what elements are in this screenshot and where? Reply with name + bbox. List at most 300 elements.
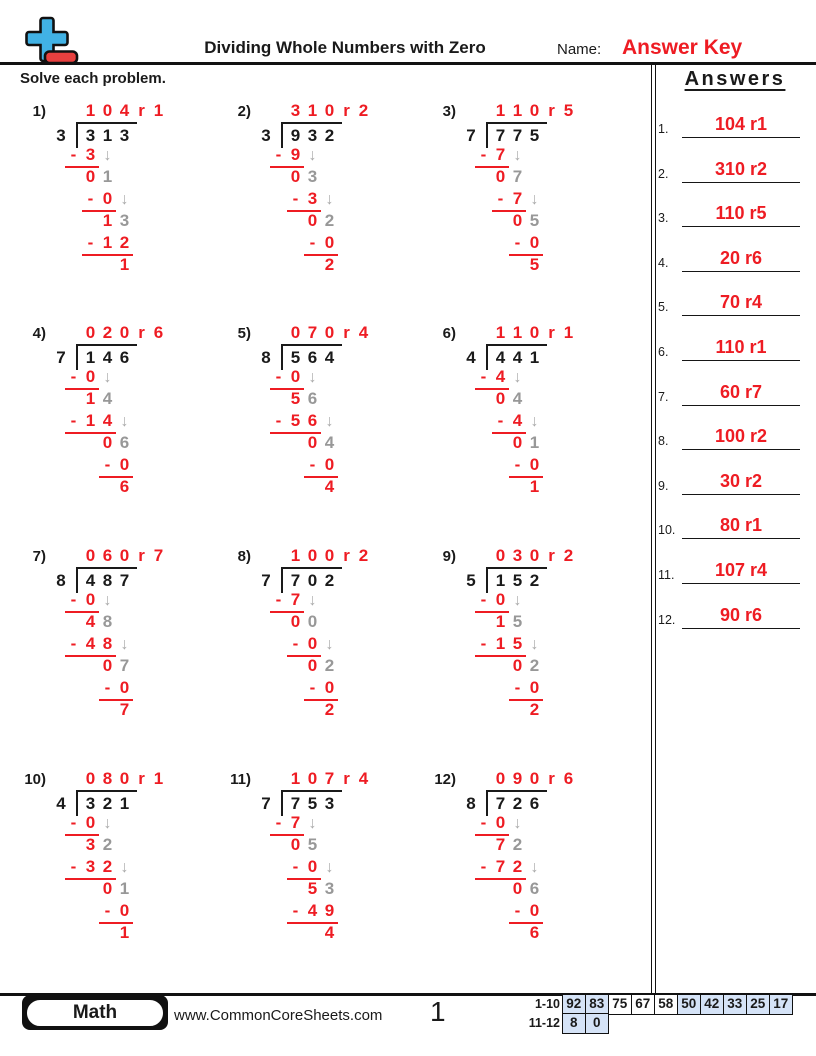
work-line <box>270 144 435 166</box>
subtraction-group: - 0 <box>509 677 543 701</box>
result-group: 0 3 <box>290 167 318 186</box>
work-line <box>492 834 640 856</box>
subtraction-group: - 0 <box>65 366 99 390</box>
dividend: 7 5 3 <box>281 790 342 816</box>
result-group: 2 <box>324 700 335 719</box>
division-row <box>255 122 435 144</box>
work-line <box>287 188 435 210</box>
down-arrow-icon: ↓ <box>308 592 317 609</box>
result-group: 5 6 <box>290 389 318 408</box>
result-group: 0 7 <box>495 167 523 186</box>
answer-row <box>658 513 808 539</box>
work-line <box>492 388 640 410</box>
problem-3 <box>440 100 640 276</box>
answer-row <box>658 424 808 450</box>
result-group: 2 <box>324 255 335 274</box>
down-arrow-icon: ↓ <box>530 636 539 653</box>
down-arrow-icon: ↓ <box>308 815 317 832</box>
result-group: 0 6 <box>512 879 540 898</box>
division-row <box>460 790 640 812</box>
work-line <box>116 254 230 276</box>
work-line <box>475 366 640 388</box>
subtraction-group: - 3 2 <box>65 856 116 880</box>
score-row <box>516 1013 793 1034</box>
down-arrow-icon: ↓ <box>325 859 334 876</box>
result-group: 0 6 <box>102 433 130 452</box>
score-cell: 33 <box>723 994 748 1015</box>
math-badge-label: Math <box>25 998 165 1028</box>
down-arrow-icon: ↓ <box>513 369 522 386</box>
problem-number: 7) <box>32 548 46 565</box>
subtraction-group: - 0 <box>304 677 338 701</box>
subtraction-group: - 4 9 <box>287 900 338 924</box>
divisor: 4 <box>56 794 66 813</box>
answer-number: 4. <box>658 255 669 270</box>
problem-9 <box>440 545 640 721</box>
result-group: 0 5 <box>290 835 318 854</box>
quotient-row: 1 1 0 r 5 <box>495 101 574 120</box>
quotient-row: 0 6 0 r 7 <box>85 546 164 565</box>
score-cell: 50 <box>677 994 702 1015</box>
down-arrow-icon: ↓ <box>325 636 334 653</box>
work-line <box>475 633 640 655</box>
answer-number: 7. <box>658 389 669 404</box>
result-group: 0 2 <box>512 656 540 675</box>
answer-row <box>658 112 808 138</box>
work-line <box>270 410 435 432</box>
result-group: 1 4 <box>85 389 113 408</box>
problem-6 <box>440 322 640 498</box>
score-row-label: 1-10 <box>534 996 560 1011</box>
work-line <box>287 834 435 856</box>
problem-number: 11) <box>230 771 251 788</box>
score-cell: 92 <box>562 994 587 1015</box>
dividend: 7 7 5 <box>486 122 547 148</box>
subtraction-group: - 4 <box>475 366 509 390</box>
work-line <box>270 589 435 611</box>
work-line <box>65 589 230 611</box>
problem-5 <box>235 322 435 498</box>
work-line <box>99 454 230 476</box>
divisor: 7 <box>466 126 476 145</box>
work-line <box>304 677 435 699</box>
work-line <box>492 410 640 432</box>
down-arrow-icon: ↓ <box>120 859 129 876</box>
work-line <box>287 633 435 655</box>
subtraction-group: - 7 <box>475 144 509 168</box>
down-arrow-icon: ↓ <box>325 191 334 208</box>
dividend: 4 8 7 <box>76 567 137 593</box>
work-line <box>304 232 435 254</box>
result-group: 3 2 <box>85 835 113 854</box>
subtraction-group: - 0 <box>304 232 338 256</box>
subtraction-group: - 7 2 <box>475 856 526 880</box>
work-line <box>492 188 640 210</box>
work-line <box>509 432 640 454</box>
answer-row <box>658 157 808 183</box>
answer-number: 5. <box>658 300 669 315</box>
work-line <box>321 922 435 944</box>
score-cell: 75 <box>608 994 633 1015</box>
result-group: 4 8 <box>85 612 113 631</box>
subtraction-group: - 3 <box>65 144 99 168</box>
result-group: 1 <box>529 477 540 496</box>
result-group: 6 <box>119 477 130 496</box>
result-group: 0 1 <box>102 879 130 898</box>
work-line <box>509 232 640 254</box>
answer-row <box>658 603 808 629</box>
work-line <box>509 900 640 922</box>
subtraction-group: - 0 <box>509 454 543 478</box>
divisor: 3 <box>261 126 271 145</box>
work-line <box>99 878 230 900</box>
result-group: 4 <box>324 923 335 942</box>
subtraction-group: - 1 4 <box>65 410 116 434</box>
work-line <box>116 476 230 498</box>
subtraction-group: - 0 <box>475 589 509 613</box>
subtraction-group: - 0 <box>509 900 543 924</box>
dividend: 9 3 2 <box>281 122 342 148</box>
work-line <box>321 476 435 498</box>
subtraction-group: - 3 <box>287 188 321 212</box>
subtraction-group: - 1 2 <box>82 232 133 256</box>
work-line <box>509 677 640 699</box>
problem-number: 12) <box>434 771 456 788</box>
work-line <box>492 166 640 188</box>
site-url: www.CommonCoreSheets.com <box>174 1007 383 1024</box>
work-line <box>65 144 230 166</box>
problem-number: 1) <box>32 103 46 120</box>
down-arrow-icon: ↓ <box>308 369 317 386</box>
answer-value: 110 r5 <box>682 203 800 227</box>
division-row <box>50 344 230 366</box>
answer-row <box>658 558 808 584</box>
divisor: 7 <box>56 348 66 367</box>
down-arrow-icon: ↓ <box>513 592 522 609</box>
problem-number: 3) <box>442 103 456 120</box>
work-line <box>270 812 435 834</box>
down-arrow-icon: ↓ <box>103 815 112 832</box>
answer-value: 104 r1 <box>682 114 800 138</box>
division-row <box>50 122 230 144</box>
problem-number: 6) <box>442 325 456 342</box>
down-arrow-icon: ↓ <box>103 592 112 609</box>
quotient-row: 1 0 7 r 4 <box>290 769 369 788</box>
divisor: 8 <box>466 794 476 813</box>
subtraction-group: - 0 <box>99 677 133 701</box>
answer-row <box>658 246 808 272</box>
quotient-row: 0 8 0 r 1 <box>85 769 164 788</box>
work-line <box>287 900 435 922</box>
answer-value: 30 r2 <box>682 471 800 495</box>
work-line <box>65 633 230 655</box>
subtraction-group: - 4 <box>492 410 526 434</box>
answer-row <box>658 201 808 227</box>
down-arrow-icon: ↓ <box>103 147 112 164</box>
result-group: 0 2 <box>307 211 335 230</box>
work-line <box>99 900 230 922</box>
down-arrow-icon: ↓ <box>530 191 539 208</box>
subtraction-group: - 0 <box>475 812 509 836</box>
problem-1 <box>30 100 230 276</box>
answer-value: 20 r6 <box>682 248 800 272</box>
subtraction-group: - 7 <box>270 589 304 613</box>
problem-10 <box>24 768 230 944</box>
down-arrow-icon: ↓ <box>530 413 539 430</box>
result-group: 7 2 <box>495 835 523 854</box>
work-line <box>509 878 640 900</box>
work-line <box>475 812 640 834</box>
subtraction-group: - 0 <box>304 454 338 478</box>
division-row <box>50 567 230 589</box>
work-line <box>304 454 435 476</box>
down-arrow-icon: ↓ <box>120 413 129 430</box>
subtraction-group: - 0 <box>65 812 99 836</box>
work-line <box>475 144 640 166</box>
result-group: 6 <box>529 923 540 942</box>
result-group: 5 <box>529 255 540 274</box>
work-line <box>526 922 640 944</box>
work-line <box>526 254 640 276</box>
division-row <box>460 122 640 144</box>
score-cell: 0 <box>585 1013 610 1034</box>
result-group: 2 <box>529 700 540 719</box>
score-cell: 58 <box>654 994 679 1015</box>
divisor: 3 <box>56 126 66 145</box>
divisor: 7 <box>261 794 271 813</box>
answer-number: 6. <box>658 345 669 359</box>
down-arrow-icon: ↓ <box>308 147 317 164</box>
dividend: 4 4 1 <box>486 344 547 370</box>
plus-minus-icon <box>20 12 82 66</box>
score-cell: 25 <box>746 994 771 1015</box>
quotient-row: 0 3 0 r 2 <box>495 546 574 565</box>
work-line <box>116 922 230 944</box>
work-line <box>304 878 435 900</box>
answer-row <box>658 380 808 406</box>
divisor: 4 <box>466 348 476 367</box>
divisor: 5 <box>466 571 476 590</box>
subtraction-group: - 0 <box>270 366 304 390</box>
answer-number: 3. <box>658 211 669 226</box>
subtraction-group: - 0 <box>65 589 99 613</box>
work-line <box>475 856 640 878</box>
problem-12 <box>434 768 640 944</box>
work-line <box>82 388 230 410</box>
result-group: 0 1 <box>512 433 540 452</box>
answer-value: 60 r7 <box>682 382 800 406</box>
work-line <box>82 188 230 210</box>
work-line <box>287 166 435 188</box>
division-row <box>255 344 435 366</box>
result-group: 0 4 <box>495 389 523 408</box>
answer-value: 80 r1 <box>682 515 800 539</box>
work-line <box>270 366 435 388</box>
problem-8 <box>235 545 435 721</box>
divisor: 8 <box>56 571 66 590</box>
work-line <box>492 611 640 633</box>
score-cell: 42 <box>700 994 725 1015</box>
subtraction-group: - 0 <box>287 633 321 657</box>
score-cell: 8 <box>562 1013 587 1034</box>
header-divider <box>0 62 816 65</box>
dividend: 3 2 1 <box>76 790 137 816</box>
work-line <box>99 432 230 454</box>
name-label: Name: <box>557 41 602 58</box>
subtraction-group: - 4 8 <box>65 633 116 657</box>
answer-row <box>658 335 808 361</box>
result-group: 4 <box>324 477 335 496</box>
answer-number: 8. <box>658 434 669 449</box>
work-line <box>99 677 230 699</box>
problem-number: 10) <box>24 771 46 788</box>
division-row <box>460 344 640 366</box>
answer-value: 110 r1 <box>682 337 800 361</box>
quotient-row: 3 1 0 r 2 <box>290 101 369 120</box>
page-number: 1 <box>430 996 446 1027</box>
answer-number: 1. <box>658 122 669 136</box>
problem-number: 4) <box>32 325 46 342</box>
down-arrow-icon: ↓ <box>530 859 539 876</box>
score-cell: 83 <box>585 994 610 1015</box>
result-group: 0 4 <box>307 433 335 452</box>
instruction-text: Solve each problem. <box>20 70 166 87</box>
score-cell: 17 <box>769 994 794 1015</box>
work-line <box>304 655 435 677</box>
dividend: 3 1 3 <box>76 122 137 148</box>
dividend: 1 4 6 <box>76 344 137 370</box>
answers-heading: Answers <box>684 68 786 90</box>
dividend: 7 0 2 <box>281 567 342 593</box>
answer-row <box>658 469 808 495</box>
down-arrow-icon: ↓ <box>120 636 129 653</box>
division-row <box>255 790 435 812</box>
work-line <box>304 210 435 232</box>
work-line <box>526 476 640 498</box>
subtraction-group: - 0 <box>82 188 116 212</box>
work-line <box>82 834 230 856</box>
work-line <box>82 232 230 254</box>
problem-number: 8) <box>237 548 251 565</box>
quotient-row: 0 9 0 r 6 <box>495 769 574 788</box>
division-row <box>255 567 435 589</box>
quotient-row: 1 0 4 r 1 <box>85 101 164 120</box>
down-arrow-icon: ↓ <box>513 815 522 832</box>
score-row <box>516 994 793 1015</box>
result-group: 0 1 <box>85 167 113 186</box>
division-row <box>460 567 640 589</box>
work-line <box>304 432 435 454</box>
problem-4 <box>30 322 230 498</box>
subtraction-group: - 0 <box>99 900 133 924</box>
work-line <box>287 611 435 633</box>
subtraction-group: - 9 <box>270 144 304 168</box>
work-line <box>509 655 640 677</box>
problem-11 <box>230 768 435 944</box>
answer-number: 10. <box>658 523 676 538</box>
answer-key-label: Answer Key <box>622 36 743 59</box>
result-group: 0 7 <box>102 656 130 675</box>
problem-number: 5) <box>237 325 251 342</box>
subtraction-group: - 0 <box>509 232 543 256</box>
work-line <box>82 166 230 188</box>
result-group: 0 0 <box>290 612 318 631</box>
work-line <box>509 454 640 476</box>
work-line <box>99 210 230 232</box>
division-row <box>50 790 230 812</box>
work-line <box>509 210 640 232</box>
answer-value: 100 r2 <box>682 426 800 450</box>
result-group: 1 <box>119 255 130 274</box>
score-row-label: 11-12 <box>528 1016 560 1030</box>
answer-number: 12. <box>658 612 676 627</box>
work-line <box>65 812 230 834</box>
dividend: 5 6 4 <box>281 344 342 370</box>
subtraction-group: - 5 6 <box>270 410 321 434</box>
result-group: 5 3 <box>307 879 335 898</box>
down-arrow-icon: ↓ <box>120 191 129 208</box>
subtraction-group: - 7 <box>492 188 526 212</box>
quotient-row: 1 1 0 r 1 <box>495 323 574 342</box>
problem-7 <box>30 545 230 721</box>
work-line <box>65 856 230 878</box>
answer-value: 70 r4 <box>682 292 800 316</box>
work-line <box>99 655 230 677</box>
work-line <box>65 366 230 388</box>
problem-number: 2) <box>237 103 251 120</box>
work-line <box>65 410 230 432</box>
work-line <box>82 611 230 633</box>
work-line <box>475 589 640 611</box>
down-arrow-icon: ↓ <box>103 369 112 386</box>
score-table <box>516 995 793 1034</box>
math-badge <box>22 995 168 1030</box>
result-group: 7 <box>119 700 130 719</box>
work-line <box>287 388 435 410</box>
answer-value: 90 r6 <box>682 605 800 629</box>
subtraction-group: - 0 <box>287 856 321 880</box>
work-line <box>321 699 435 721</box>
divisor: 7 <box>261 571 271 590</box>
quotient-row: 1 0 0 r 2 <box>290 546 369 565</box>
result-group: 1 <box>119 923 130 942</box>
down-arrow-icon: ↓ <box>513 147 522 164</box>
result-group: 0 5 <box>512 211 540 230</box>
dividend: 1 5 2 <box>486 567 547 593</box>
subtraction-group: - 7 <box>270 812 304 836</box>
answers-divider <box>651 63 656 993</box>
work-line <box>526 699 640 721</box>
subtraction-group: - 1 5 <box>475 633 526 657</box>
answer-value: 107 r4 <box>682 560 800 584</box>
problem-2 <box>235 100 435 276</box>
problem-number: 9) <box>442 548 456 565</box>
down-arrow-icon: ↓ <box>325 413 334 430</box>
answer-number: 2. <box>658 166 669 181</box>
quotient-row: 0 2 0 r 6 <box>85 323 164 342</box>
quotient-row: 0 7 0 r 4 <box>290 323 369 342</box>
page-title: Dividing Whole Numbers with Zero <box>204 38 486 57</box>
subtraction-group: - 0 <box>99 454 133 478</box>
divisor: 8 <box>261 348 271 367</box>
work-line <box>321 254 435 276</box>
dividend: 7 2 6 <box>486 790 547 816</box>
result-group: 0 2 <box>307 656 335 675</box>
work-line <box>287 856 435 878</box>
score-cell: 67 <box>631 994 656 1015</box>
answer-row <box>658 290 808 316</box>
result-group: 1 5 <box>495 612 523 631</box>
